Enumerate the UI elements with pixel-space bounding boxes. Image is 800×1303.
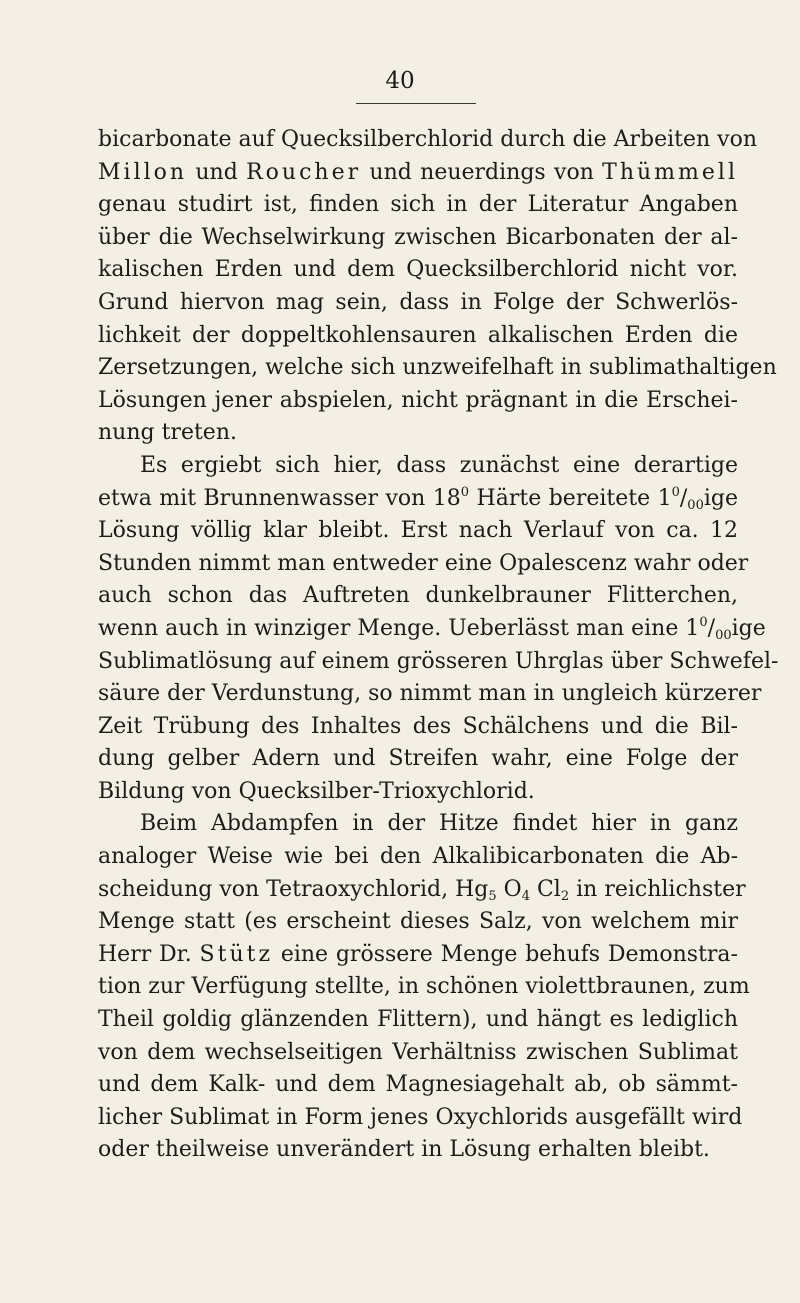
superscript: 0 [460,484,470,500]
text-line: Theil goldig glänzenden Flittern), und hängt es lediglich [98,1007,738,1033]
text-line: säure der Verdunstung, so nimmt man in ungleich kürzerer [98,681,762,707]
text-line: lichkeit der doppeltkohlensauren alkalischen Erden die [98,322,738,348]
text-run: Härte bereitete 1 [469,485,672,511]
spaced-name: Stütz [199,941,274,967]
text-run: O [496,876,522,902]
spaced-name: Roucher [246,159,362,185]
text-run: Herr Dr. [98,941,200,967]
text-line: Bildung von Quecksilber-Trioxychlorid. [98,778,535,804]
text-line: Lösungen jener abspielen, nicht prägnant in die Erschei- [98,387,738,413]
text-line [98,613,766,646]
text-line: Lösung völlig klar bleibt. Erst nach Verlauf von ca. 12 [98,518,738,544]
text-run: in reichlichster [569,876,746,902]
text-line: bicarbonate auf Quecksilberchlorid durch die Arbeiten von [98,127,758,152]
subscript: 4 [521,888,530,904]
body-text [98,124,779,1167]
text-line: Zersetzungen, welche sich unzweifelhaft in sublimathaltigen [98,355,777,381]
text-line: Stunden nimmt man entweder eine Opalescenz wahr oder [98,550,749,576]
text-run: etwa mit Brunnenwasser von 18 [98,485,461,511]
text-line: analoger Weise wie bei den Alkalibicarbonaten die Ab- [98,844,738,870]
text-line: und dem Kalk- und dem Magnesiagehalt ab, ob sämmt- [98,1072,738,1098]
text-run: Cl [529,876,561,902]
text-run: ige [703,485,738,511]
text-line: Zeit Trübung des Inhaltes des Schälchens und die Bil- [98,713,738,739]
text-run: / [707,615,716,641]
superscript: 0 [671,484,680,500]
subscript: 00 [715,627,732,643]
text-line: genau studirt ist, finden sich in der Literatur Angaben [98,192,738,218]
text-line: Sublimatlösung auf einem grösseren Uhrglas über Schwefel- [98,648,779,674]
subscript: 5 [488,888,497,904]
text-run: ige [731,615,766,641]
text-line: nung treten. [98,420,237,446]
text-line: tion zur Verfügung stellte, in schönen violettbraunen, zum [98,974,750,1000]
text-line: licher Sublimat in Form jenes Oxychlorids ausgefällt wird [98,1104,743,1130]
superscript: 0 [699,614,708,630]
text-line [98,157,738,190]
text-line: Grund hiervon mag sein, dass in Folge der Schwerlös- [98,289,738,315]
text-run: scheidung von Tetraoxychlorid, Hg [98,876,489,902]
paragraph [98,124,777,450]
subscript: 2 [560,888,570,904]
text-line: auch schon das Auftreten dunkelbrauner Flitterchen, [98,583,738,609]
text-run: und neuerdings von [361,159,603,185]
text-line: Beim Abdampfen in der Hitze findet hier in ganz [140,811,738,837]
spaced-name: Thümmell [602,159,738,185]
page-number-rule [356,103,476,104]
text-run: und [187,159,247,185]
text-run: eine grössere Menge behufs Demonstra- [273,941,738,967]
paragraph [98,808,750,1167]
text-line: oder theilweise unverändert in Lösung erhalten bleibt. [98,1137,710,1163]
text-line [98,939,738,972]
text-line [98,874,746,907]
text-line: Es ergiebt sich hier, dass zunächst eine derartige [140,452,738,478]
text-line: dung gelber Adern und Streifen wahr, eine Folge der [98,746,738,772]
text-line [98,483,738,516]
subscript: 00 [687,497,704,513]
text-run: / [679,485,688,511]
text-run: wenn auch in winziger Menge. Ueberlässt man eine 1 [98,615,700,641]
text-line: kalischen Erden und dem Quecksilberchlorid nicht vor. [98,257,738,283]
text-line: Menge statt (es erscheint dieses Salz, von welchem mir [98,909,738,935]
spaced-name: Millon [98,159,188,185]
text-line: über die Wechselwirkung zwischen Bicarbonaten der al- [98,224,738,250]
page-number: 40 [385,68,415,94]
text-line: von dem wechselseitigen Verhältniss zwischen Sublimat [98,1039,738,1065]
paragraph [98,450,779,809]
